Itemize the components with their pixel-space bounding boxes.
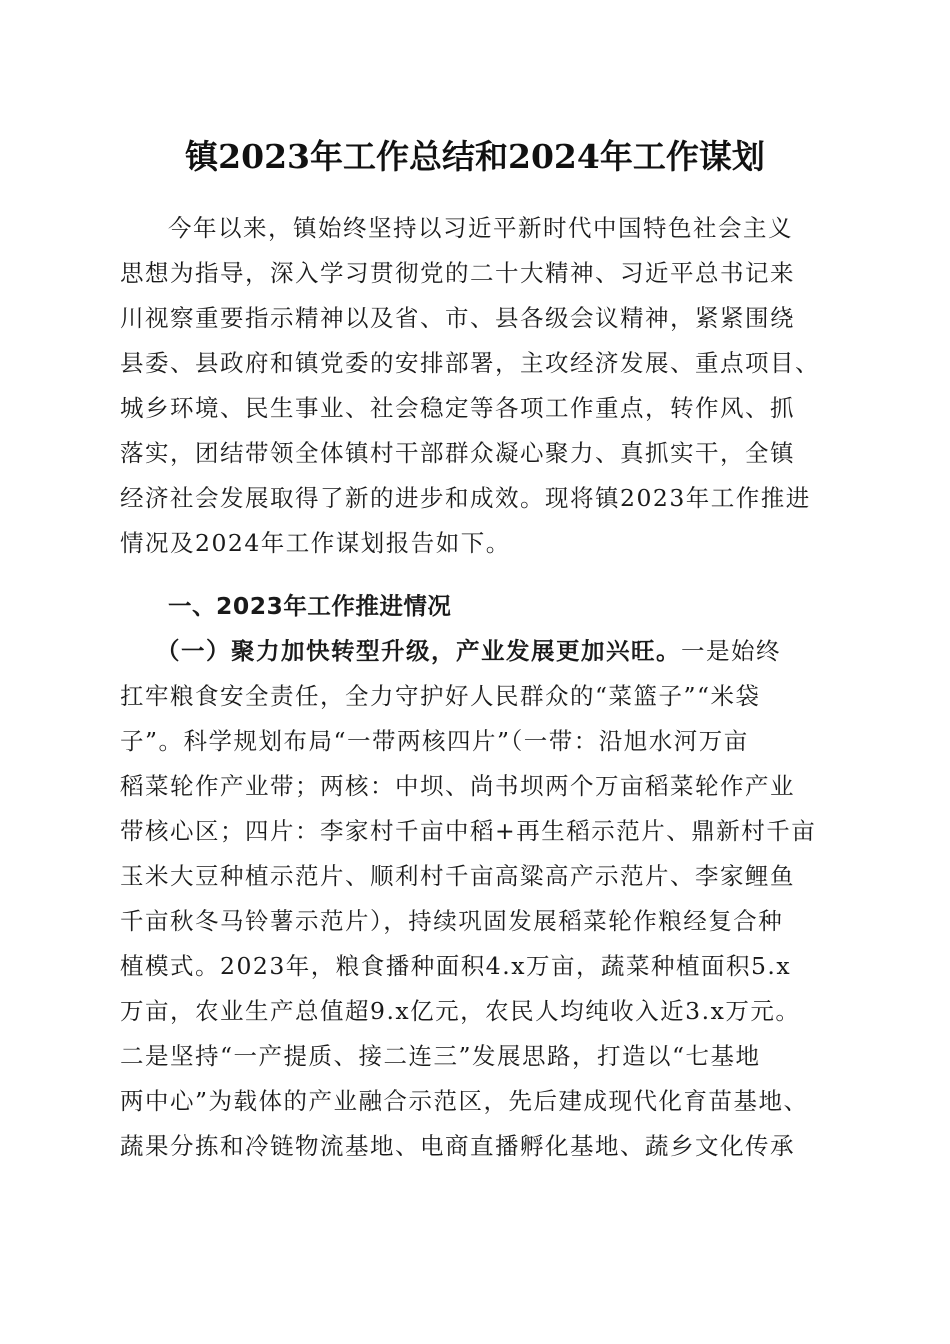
text-line: 两中心”为载体的产业融合示范区，先后建成现代化育苗基地、 [120,1087,809,1115]
text-line: 带核心区；四片：李家村千亩中稻+再生稻示范片、鼎新村千亩 [120,817,817,845]
text-line: 今年以来，镇始终坚持以习近平新时代中国特色社会主义 [168,214,793,242]
text-line: 万亩，农业生产总值超9.x亿元，农民人均纯收入近3.x万元。 [120,997,801,1025]
text-line: 扛牢粮食安全责任，全力守护好人民群众的“菜篮子”“米袋 [120,682,761,710]
text-line: 情况及2024年工作谋划报告如下。 [120,529,511,557]
text-line: 经济社会发展取得了新的进步和成效。现将镇2023年工作推进 [120,484,811,512]
text-line: 植模式。2023年，粮食播种面积4.x万亩，蔬菜种植面积5.x [120,952,792,980]
text-line: 落实，团结带领全体镇村干部群众凝心聚力、真抓实干，全镇 [120,439,795,467]
text-line: 城乡环境、民生事业、社会稳定等各项工作重点，转作风、抓 [120,394,795,422]
text-line: 稻菜轮作产业带；两核：中坝、尚书坝两个万亩稻菜轮作产业 [120,772,795,800]
text-line: 川视察重要指示精神以及省、市、县各级会议精神，紧紧围绕 [120,304,795,332]
subsection-heading: （一）聚力加快转型升级，产业发展更加兴旺。 [156,637,681,665]
document-title: 镇2023年工作总结和2024年工作谋划 [185,137,765,176]
text-line: 千亩秋冬马铃薯示范片），持续巩固发展稻菜轮作粮经复合种 [120,907,784,935]
text-line: 思想为指导，深入学习贯彻党的二十大精神、习近平总书记来 [120,259,795,287]
section-heading: 一、2023年工作推进情况 [168,592,452,620]
text-line [120,629,832,674]
text-line: 玉米大豆种植示范片、顺利村千亩高粱高产示范片、李家鲤鱼 [120,862,795,890]
text-line: 蔬果分拣和冷链物流基地、电商直播孵化基地、蔬乡文化传承 [120,1132,795,1160]
text-fragment: 一是始终 [681,637,781,665]
text-line: 二是坚持“一产提质、接二连三”发展思路，打造以“七基地 [120,1042,761,1070]
text-line: 县委、县政府和镇党委的安排部署，主攻经济发展、重点项目、 [120,349,820,377]
text-line: 子”。科学规划布局“一带两核四片”（一带：沿旭水河万亩 [120,727,749,755]
section-1 [120,584,832,1169]
intro-paragraph [120,206,832,566]
